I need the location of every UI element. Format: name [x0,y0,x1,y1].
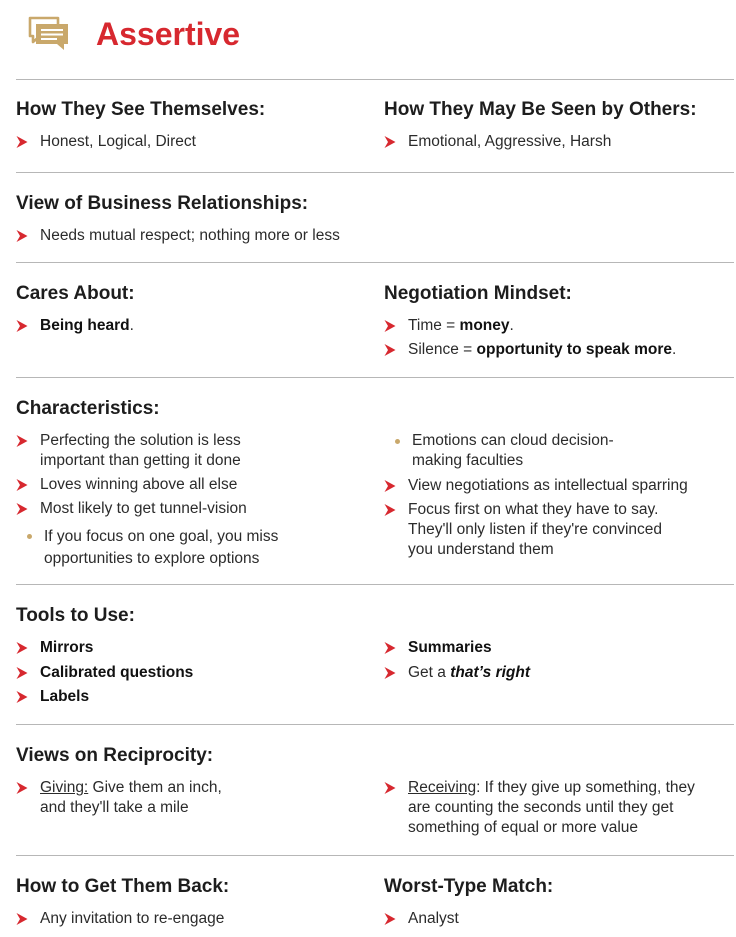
heading-tools: Tools to Use: [16,605,135,626]
heading-get-back: How to Get Them Back: [16,876,230,897]
chevron-right-icon [384,912,396,926]
list-item: Calibrated questions [16,663,356,683]
page-title: Assertive [96,16,241,52]
list-item-sub: If you focus on one goal, you miss opportunities to explore options [26,526,326,570]
divider [16,262,734,263]
chevron-right-icon [16,135,28,149]
chevron-right-icon [16,502,28,516]
divider [16,724,734,725]
chevron-right-icon [384,479,396,493]
chevron-right-icon [16,912,28,926]
list-item: Get a that’s right [384,663,724,683]
list-item: Analyst [384,909,724,929]
heading-reciprocity: Views on Reciprocity: [16,745,214,766]
divider [16,377,734,378]
list-item: Silence = opportunity to speak more. [384,340,724,360]
list-item: Labels [16,687,356,707]
divider [16,855,734,856]
speech-bubble-icon [24,12,74,56]
heading-cares-about: Cares About: [16,283,135,304]
chevron-right-icon [384,781,396,795]
chevron-right-icon [16,781,28,795]
dot-icon [395,439,400,444]
list-item: Mirrors [16,638,356,658]
heading-characteristics: Characteristics: [16,398,160,419]
chevron-right-icon [384,666,396,680]
list-item: Needs mutual respect; nothing more or less [16,226,616,246]
list-item: Time = money. [384,316,724,336]
chevron-right-icon [384,135,396,149]
chevron-right-icon [16,641,28,655]
list-item: Emotional, Aggressive, Harsh [384,132,724,152]
list-item: Being heard. [16,316,356,336]
chevron-right-icon [16,690,28,704]
heading-worst-match: Worst-Type Match: [384,876,554,897]
list-item: Focus first on what they have to say. They'll only listen if they're convinced you understand them [384,500,724,560]
list-item: Summaries [384,638,724,658]
heading-seen-by-others: How They May Be Seen by Others: [384,99,697,120]
list-item: Loves winning above all else [16,475,356,495]
chevron-right-icon [384,319,396,333]
chevron-right-icon [16,229,28,243]
chevron-right-icon [16,478,28,492]
chevron-right-icon [384,641,396,655]
list-item: Giving: Give them an inch, and they'll take a mile [16,778,316,818]
list-item: Any invitation to re-engage [16,909,356,929]
divider [16,172,734,173]
divider [16,79,734,80]
divider [16,584,734,585]
dot-icon [27,534,32,539]
chevron-right-icon [16,666,28,680]
list-item: Honest, Logical, Direct [16,132,356,152]
list-item: View negotiations as intellectual sparring [384,476,724,496]
heading-see-themselves: How They See Themselves: [16,99,266,120]
chevron-right-icon [16,434,28,448]
chevron-right-icon [384,503,396,517]
chevron-right-icon [384,343,396,357]
list-item: Most likely to get tunnel-vision [16,499,356,519]
heading-business-relationships: View of Business Relationships: [16,193,309,214]
list-item-sub: Emotions can cloud decision-making faculties [394,431,694,471]
heading-negotiation-mindset: Negotiation Mindset: [384,283,572,304]
list-item: Receiving: If they give up something, they are counting the seconds until they get something of equal or more value [384,778,724,838]
list-item: Perfecting the solution is less important than getting it done [16,431,286,471]
chevron-right-icon [16,319,28,333]
